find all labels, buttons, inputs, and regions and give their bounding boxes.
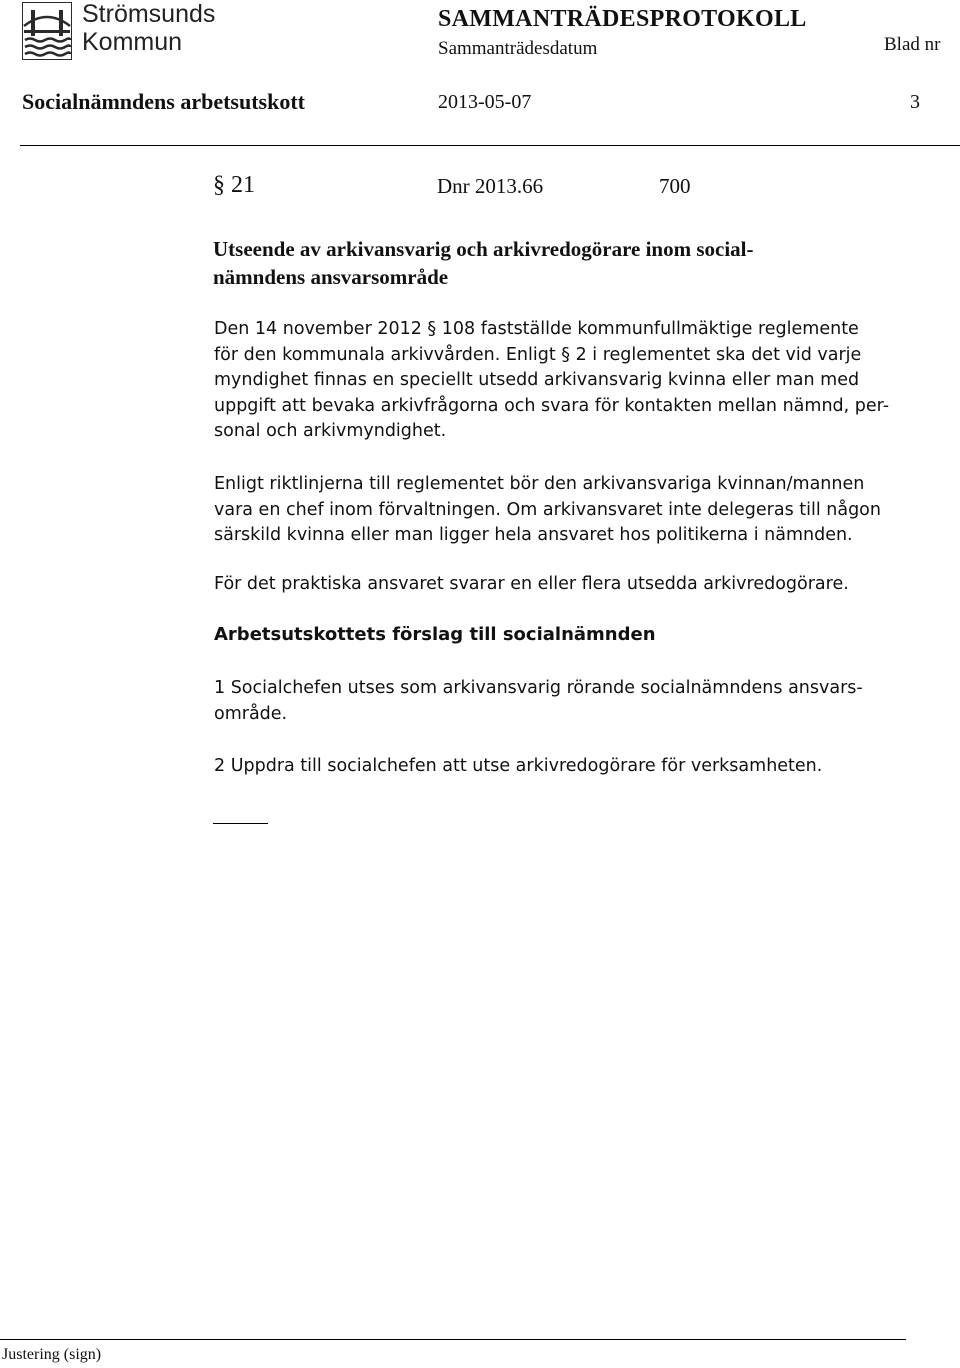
meeting-date-label: Sammanträdesdatum bbox=[438, 38, 598, 59]
text-line: myndighet finnas en speciellt utsedd arkivansvarig kvinna eller man med bbox=[214, 370, 860, 390]
page-number: 3 bbox=[910, 91, 920, 113]
body-paragraph-1 bbox=[214, 317, 934, 445]
body-paragraph-2 bbox=[214, 472, 934, 549]
organization-logo bbox=[22, 0, 222, 60]
proposal-item-1 bbox=[214, 676, 934, 727]
text-line: För det praktiska ansvaret svarar en eller flera utsedda arkivredogörare. bbox=[214, 574, 849, 594]
org-name-line2: Kommun bbox=[82, 28, 183, 56]
footer-divider bbox=[0, 1339, 906, 1340]
text-line: Den 14 november 2012 § 108 fastställde kommunfullmäktige reglemente bbox=[214, 319, 859, 339]
proposal-item-2 bbox=[214, 754, 934, 780]
text-line: 1 Socialchefen utses som arkivansvarig rörande socialnämndens ansvars- bbox=[214, 678, 863, 698]
text-line: område. bbox=[214, 703, 288, 724]
org-name-line1: Strömsunds bbox=[82, 0, 216, 28]
text-line: särskild kvinna eller man ligger hela ansvaret hos politikerna i nämnden. bbox=[214, 525, 853, 545]
meeting-date: 2013-05-07 bbox=[438, 91, 532, 113]
text-line: sonal och arkivmyndighet. bbox=[214, 421, 447, 441]
body-paragraph-3 bbox=[214, 572, 934, 598]
proposal-heading: Arbetsutskottets förslag till socialnämnden bbox=[214, 624, 656, 645]
item-title-line: Utseende av arkivansvarig och arkivredogörare inom social- bbox=[213, 237, 754, 261]
paragraph-number: § 21 bbox=[213, 172, 255, 198]
item-title-line: nämndens ansvarsområde bbox=[213, 265, 449, 289]
item-title bbox=[213, 235, 913, 291]
archive-code: 700 bbox=[659, 174, 691, 198]
text-line: vara en chef inom förvaltningen. Om arkivansvaret inte delegeras till någon bbox=[214, 499, 881, 520]
text-line: Enligt riktlinjerna till reglementet bör den arkivansvariga kvinnan/mannen bbox=[214, 474, 865, 494]
bridge-over-water-logo-icon bbox=[22, 2, 72, 60]
text-line: 2 Uppdra till socialchefen att utse arkivredogörare för verksamheten. bbox=[214, 756, 823, 776]
header-divider bbox=[20, 145, 960, 146]
end-of-item-rule bbox=[213, 823, 268, 824]
diary-number: Dnr 2013.66 bbox=[437, 174, 544, 198]
text-line: för den kommunala arkivvården. Enligt § 2 i reglementet ska det vid varje bbox=[214, 344, 862, 365]
committee-name: Socialnämndens arbetsutskott bbox=[22, 89, 305, 114]
signature-label: Justering (sign) bbox=[2, 1346, 102, 1363]
document-type-title: SAMMANTRÄDESPROTOKOLL bbox=[438, 6, 807, 32]
page-number-label: Blad nr bbox=[884, 34, 941, 55]
text-line: uppgift att bevaka arkivfrågorna och svara för kontakten mellan nämnd, per- bbox=[214, 395, 890, 416]
